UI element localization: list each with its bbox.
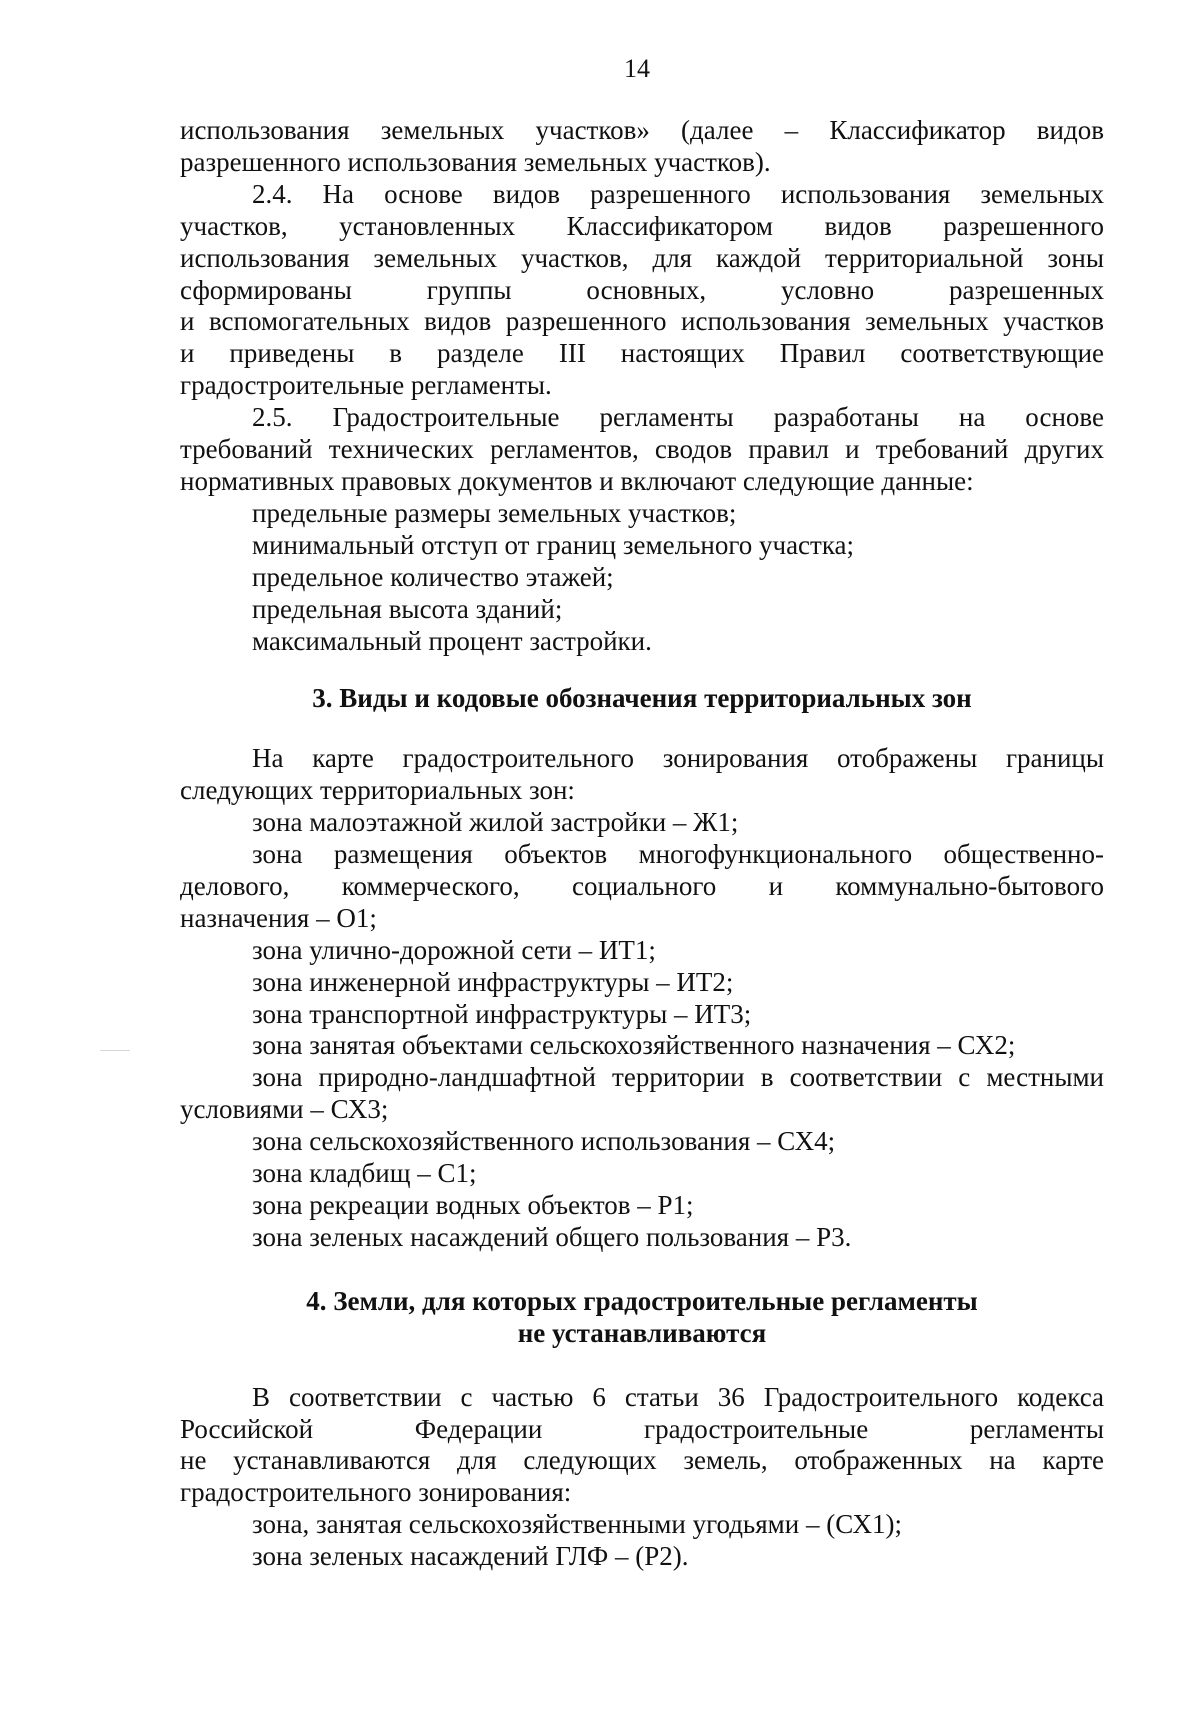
body-line: разрешенного использования земельных участков). <box>180 146 771 177</box>
zone-item: зона улично-дорожной сети – ИТ1; <box>252 934 656 965</box>
clause-2-5-line: 2.5. Градостроительные регламенты разработаны на основе <box>252 402 1104 433</box>
clause-2-4-line: и вспомогательных видов разрешенного использования земельных участков <box>180 306 1104 337</box>
zone-item: делового, коммерческого, социального и коммунально-бытового <box>180 870 1104 901</box>
zone-item: зона сельскохозяйственного использования – СХ4; <box>252 1126 836 1157</box>
list-item: предельное количество этажей; <box>252 561 614 592</box>
zone-item: зона рекреации водных объектов – Р1; <box>252 1190 694 1220</box>
page-number: 14 <box>624 54 650 83</box>
section-3-intro-line: На карте градостроительного зонирования отображены границы <box>252 743 1104 774</box>
clause-2-4-line: участков, установленных Классификатором видов разрешенного <box>180 210 1104 241</box>
clause-2-5-line: нормативных правовых документов и включают следующие данные: <box>180 465 974 496</box>
zone-item: зона малоэтажной жилой застройки – Ж1; <box>252 807 739 838</box>
document-body <box>180 115 1104 1573</box>
zone-item: зона природно-ландшафтной территории в соответствии с местными <box>252 1062 1104 1093</box>
list-item: максимальный процент застройки. <box>252 625 652 656</box>
land-item: зона, занятая сельскохозяйственными угодьями – (СХ1); <box>252 1509 902 1540</box>
land-item: зона зеленых насаждений ГЛФ – (Р2). <box>252 1541 689 1572</box>
zone-item: зона кладбищ – С1; <box>252 1158 477 1189</box>
section-4-heading: 4. Земли, для которых градостроительные регламенты <box>306 1285 978 1316</box>
zone-item: зона размещения объектов многофункционального общественно- <box>252 839 1104 870</box>
list-item: минимальный отступ от границ земельного участка; <box>252 529 855 560</box>
zone-item: зона занятая объектами сельскохозяйственного назначения – СХ2; <box>252 1030 1016 1061</box>
zone-item: зона зеленых насаждений общего пользования – Р3. <box>252 1221 852 1252</box>
clause-2-4-line: 2.4. На основе видов разрешенного использования земельных <box>252 178 1104 209</box>
clause-2-4-line: и приведены в разделе III настоящих Правил соответствующие <box>180 338 1104 369</box>
list-item: предельные размеры земельных участков; <box>252 497 737 528</box>
clause-2-4-line: сформированы группы основных, условно разрешенных <box>180 274 1104 305</box>
section-4-intro-line: В соответствии с частью 6 статьи 36 Градостроительного кодекса <box>252 1381 1104 1412</box>
section-3-heading: 3. Виды и кодовые обозначения территориальных зон <box>312 683 972 714</box>
section-4-intro-line: градостроительного зонирования: <box>180 1477 572 1508</box>
section-4-heading: не устанавливаются <box>517 1317 767 1348</box>
section-3-intro-line: следующих территориальных зон: <box>180 775 575 806</box>
clause-2-5-line: требований технических регламентов, сводов правил и требований других <box>180 434 1104 465</box>
section-4-intro-line: не устанавливаются для следующих земель, отображенных на карте <box>180 1445 1104 1476</box>
zone-item: назначения – О1; <box>180 902 377 933</box>
section-4-intro-line: Российской Федерации градостроительные регламенты <box>180 1413 1104 1444</box>
zone-item: зона транспортной инфраструктуры – ИТ3; <box>252 998 752 1029</box>
zone-item: зона инженерной инфраструктуры – ИТ2; <box>252 966 734 997</box>
body-line: использования земельных участков» (далее – Классификатор видов <box>180 115 1104 145</box>
list-item: предельная высота зданий; <box>252 593 563 624</box>
margin-mark <box>100 1050 130 1051</box>
zone-item: условиями – СХ3; <box>180 1094 389 1125</box>
clause-2-4-line: использования земельных участков, для каждой территориальной зоны <box>180 242 1104 273</box>
clause-2-4-line: градостроительные регламенты. <box>180 370 552 401</box>
